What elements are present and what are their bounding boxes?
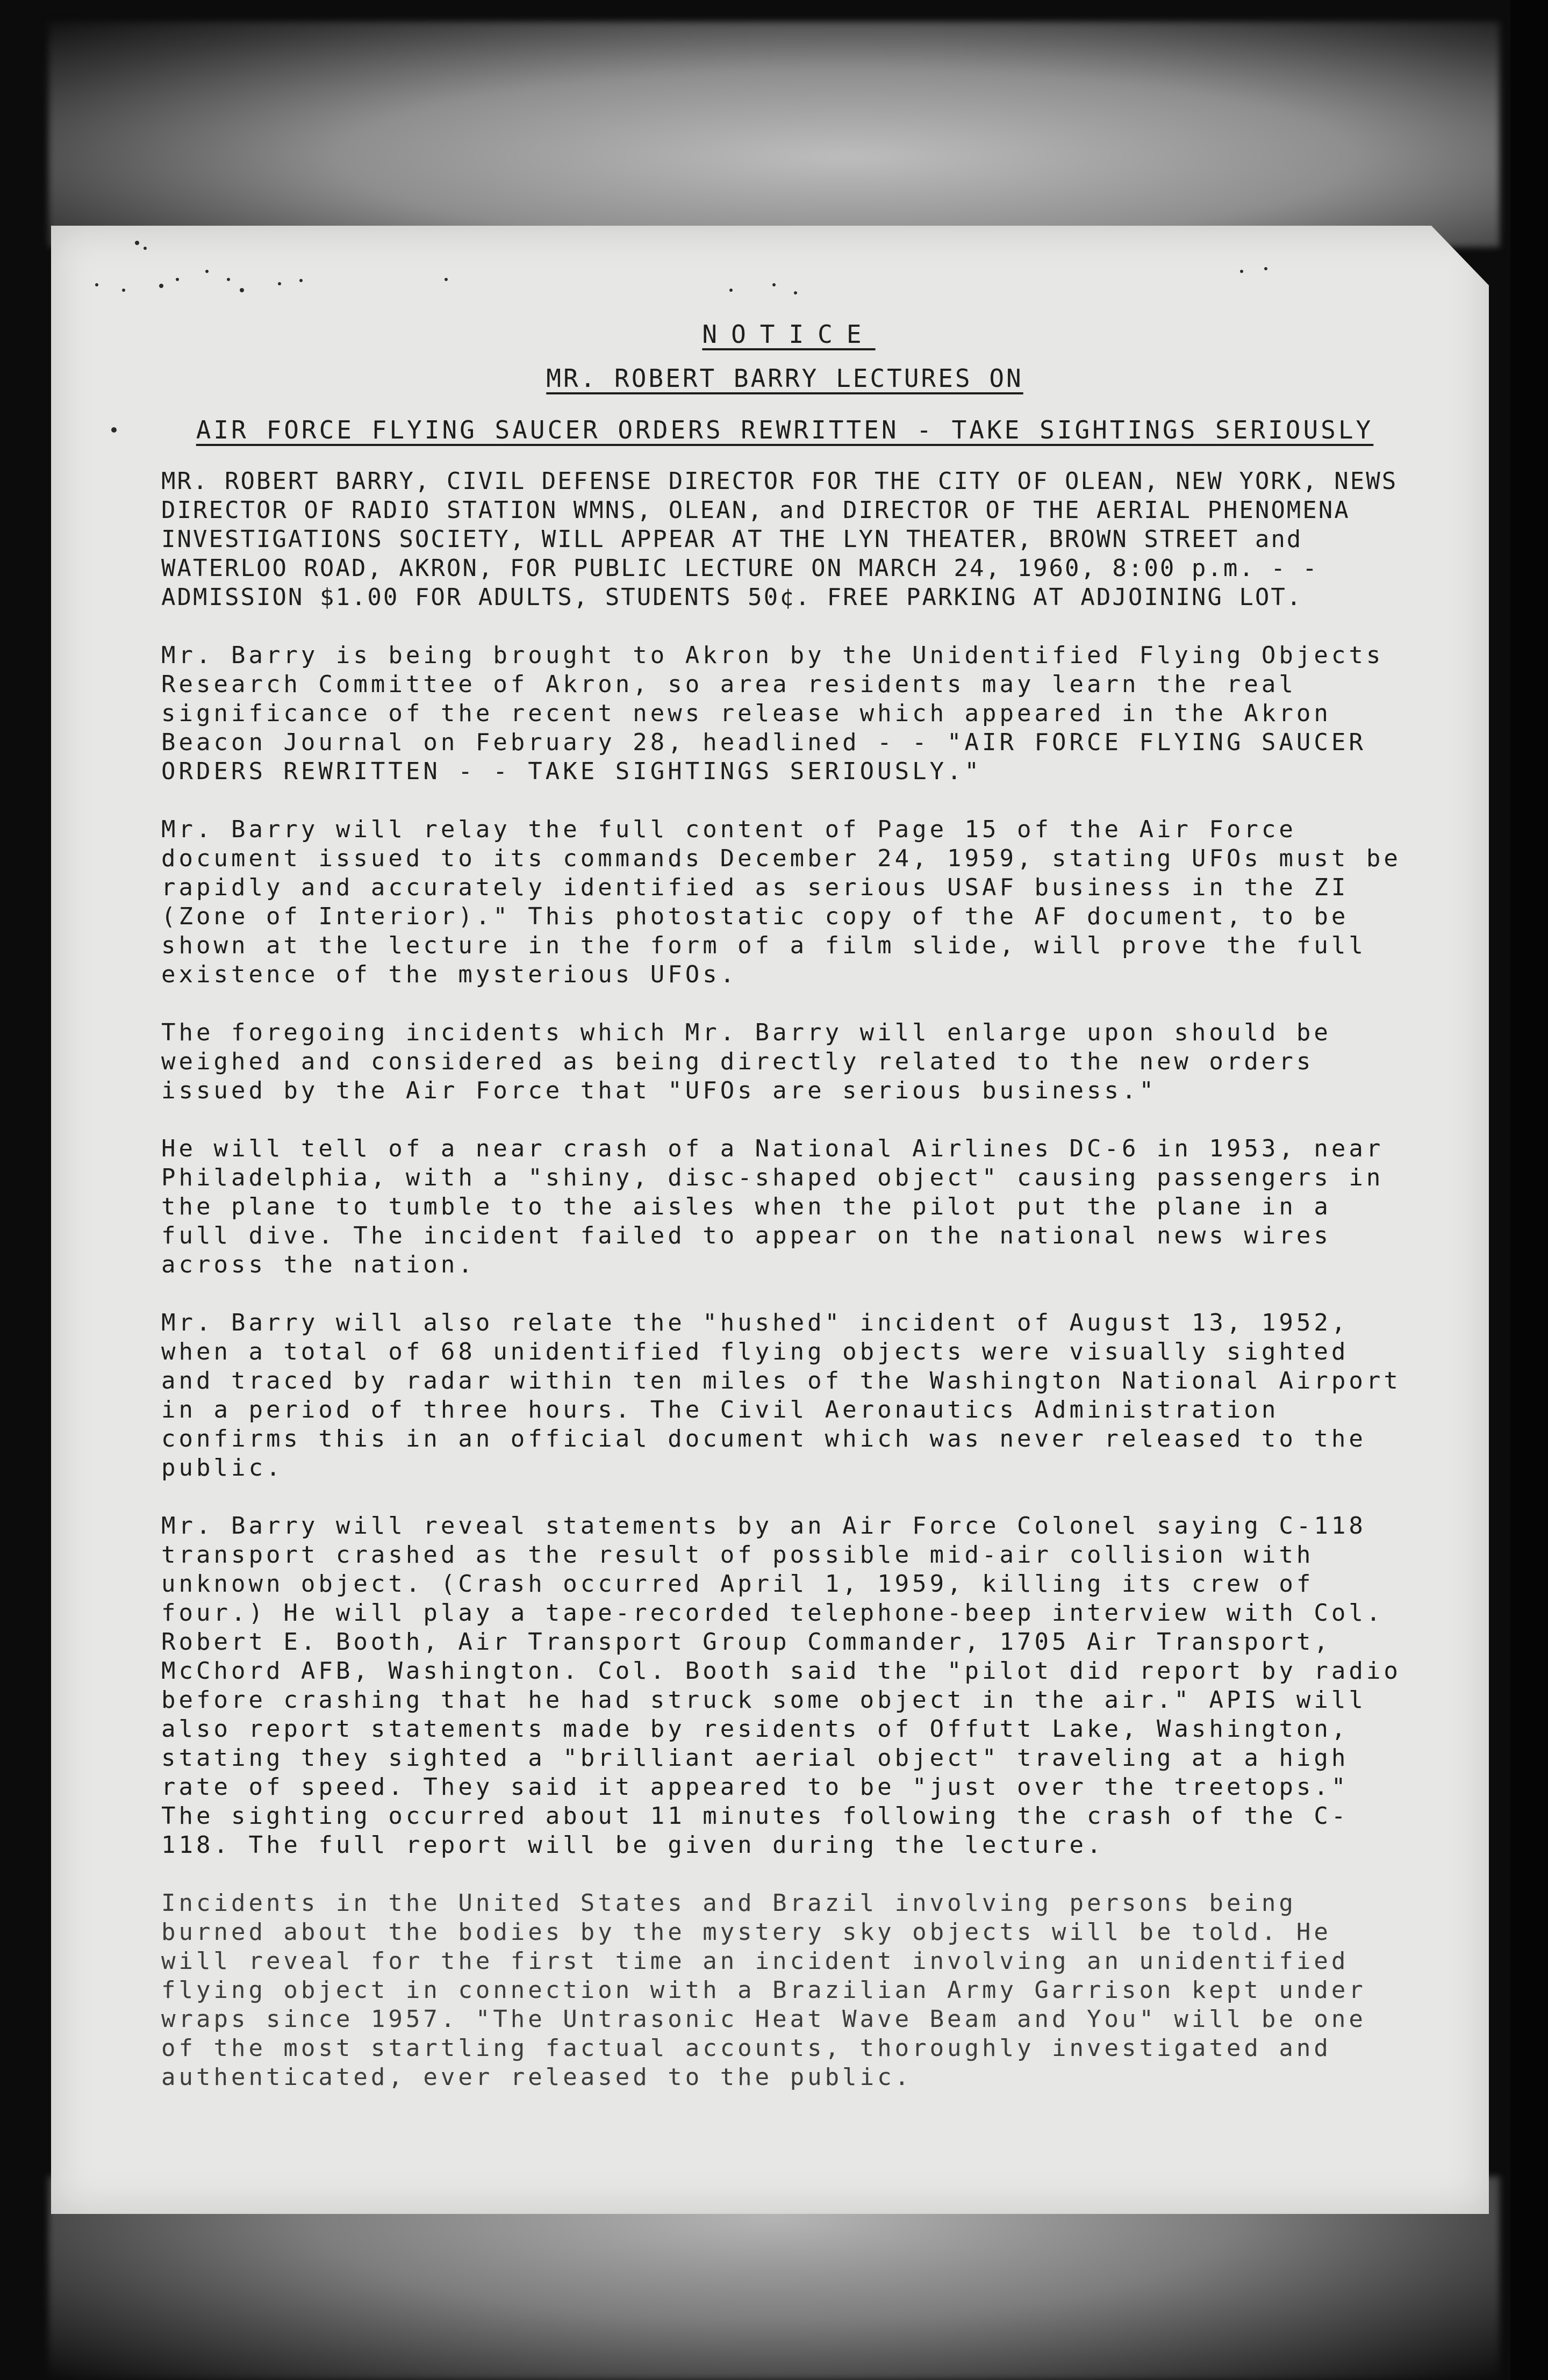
paragraph-brazil-incidents: Incidents in the United States and Brazil involving persons being burned about the bodies by the mystery sky objects will be told. He will reveal for the first time an incident involving an unidentified flying object in connection with a Brazilian Army Garrison kept under wraps since 1957. "The Untrasonic Heat Wave Beam and You" will be one of the most startling factual accounts, thoroughly investigated and authenticated, ever released to the public. (161, 1889, 1366, 2091)
paragraph-c118-crash: Mr. Barry will reveal statements by an Air Force Colonel saying C-118 transport crashed as the result of possible mid-air collision with unknown object. (Crash occurred April 1, 1959, killing its crew of four.) He will play a tape-recorded telephone-beep interview with Col. Robert E. Booth, Air Transport Group Commander, 1705 Air Transport, McChord AFB, Washington. Col. Booth said the "pilot did report by radio before crashing that he had struck some object in the air." APIS will also report statements made by residents of Offutt Lake, Washington, stating they sighted a "brilliant aerial object" traveling at a high rate of speed. They said it appeared to be "just over the treetops." The sighting occurred about 11 minutes following the crash of the C-118. The full report will be given during the lecture. (161, 1512, 1401, 1859)
title-heading: AIR FORCE FLYING SAUCER ORDERS REWRITTEN - TAKE SIGHTINGS SERIOUSLY (196, 415, 1374, 444)
lecture-heading: MR. ROBERT BARRY LECTURES ON (546, 364, 1023, 393)
paragraph-sponsor: Mr. Barry is being brought to Akron by the Unidentified Flying Objects Research Committee of Akron, so area residents may learn the real significance of the recent news release which appeared in the Akron Beacon Journal on February 28, headlined - - "AIR FORCE FLYING SAUCER ORDERS REWRITTEN - - TAKE SIGHTINGS SERIOUSLY." (161, 642, 1384, 785)
paragraph-foregoing-incidents: The foregoing incidents which Mr. Barry will enlarge upon should be weighed and considered as being directly related to the new orders issued by the Air Force that "UFOs are serious business." (161, 1019, 1331, 1104)
paragraph-af-document: Mr. Barry will relay the full content of Page 15 of the Air Force document issued to its commands December 24, 1959, stating UFOs must be rapidly and accurately identified as serious USAF business in the ZI (Zone of Interior)." This photostatic copy of the AF document, to be shown at the lecture in the form of a film slide, will prove the full existence of the mysterious UFOs. (161, 816, 1401, 988)
paragraph-dc6-incident: He will tell of a near crash of a National Airlines DC-6 in 1953, near Philadelphia, with a "shiny, disc-shaped object" causing passengers in the plane to tumble to the aisles when the pilot put the plane in a full dive. The incident failed to appear on the national news wires across the nation. (161, 1135, 1384, 1278)
paragraph-washington-incident: Mr. Barry will also relate the "hushed" incident of August 13, 1952, when a total of 68 unidentified flying objects were visually sighted and traced by radar within ten miles of the Washington National Airport in a period of three hours. The Civil Aeronautics Administration confirms this in an official document which was never released to the public. (161, 1309, 1401, 1482)
notice-document (161, 320, 1408, 2121)
notice-heading: NOTICE (702, 320, 876, 349)
paragraph-announcement: MR. ROBERT BARRY, CIVIL DEFENSE DIRECTOR FOR THE CITY OF OLEAN, NEW YORK, NEWS DIRECTOR OF RADIO STATION WMNS, OLEAN, and DIRECTOR OF THE AERIAL PHENOMENA INVESTIGATIONS SOCIETY, WILL APPEAR AT THE LYN THEATER, BROWN STREET and WATERLOO ROAD, AKRON, FOR PUBLIC LECTURE ON MARCH 24, 1960, 8:00 p.m. - - ADMISSION $1.00 FOR ADULTS, STUDENTS 50¢. FREE PARKING AT ADJOINING LOT. (161, 468, 1398, 611)
